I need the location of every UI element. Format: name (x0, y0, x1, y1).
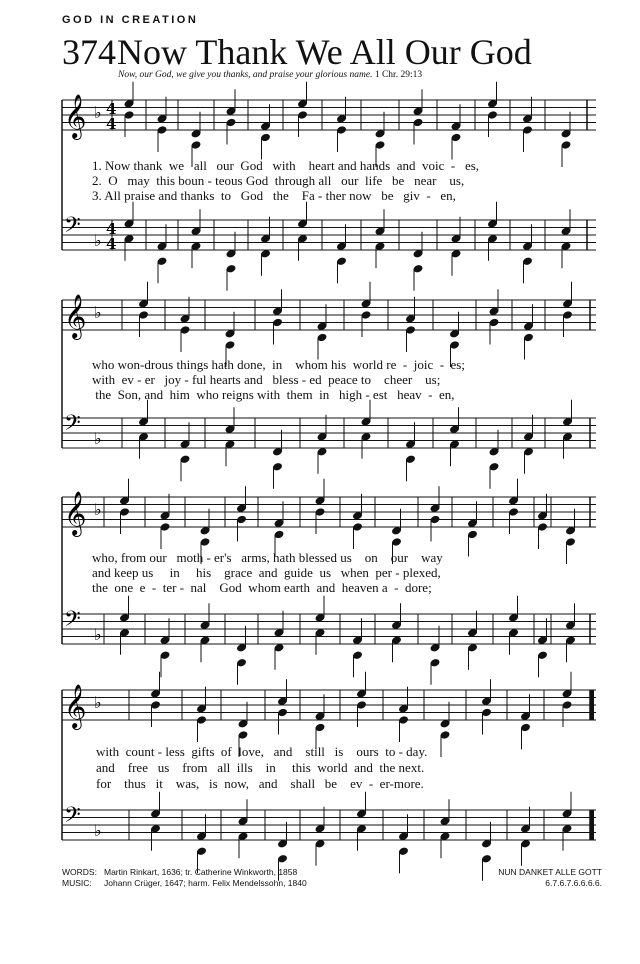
lyric-line: with count - less gifts of love, and still is ours to - day. (96, 744, 428, 759)
flat-icon: ♭ (94, 231, 102, 250)
tune-info (498, 867, 602, 889)
flat-icon: ♭ (94, 693, 102, 712)
music-label: MUSIC: (62, 878, 92, 888)
lyric-line: and free us from all ills in this world and the next. (96, 760, 425, 775)
flat-icon: ♭ (94, 429, 102, 448)
treble-clef-icon: 𝄞 (64, 94, 87, 138)
music-credit: Johann Crüger, 1647; harm. Felix Mendelssohn, 1840 (104, 878, 307, 888)
bass-clef-icon: 𝄢 (64, 607, 81, 637)
flat-icon: ♭ (94, 303, 102, 322)
treble-clef-icon: 𝄞 (64, 294, 87, 338)
words-label: WORDS: (62, 867, 97, 877)
lyric-line: 2. O may this boun - teous God through all our life be near us, (92, 173, 465, 188)
bass-staff (62, 803, 596, 840)
lyric-line: who won-drous things hath done, in whom his world re - joic - es; (92, 357, 465, 372)
flat-icon: ♭ (94, 821, 102, 840)
svg-text:4: 4 (106, 220, 117, 238)
epigraph-text: Now, our God, we give you thanks, and praise your glorious name. (118, 70, 373, 80)
flat-icon: ♭ (94, 500, 102, 519)
words-credit: Martin Rinkart, 1636; tr. Catherine Winkworth, 1858 (104, 867, 298, 877)
hymn-number: 374 (62, 32, 116, 72)
lyric-line: the one e - ter - nal God whom earth and heaven a - dore; (92, 580, 432, 595)
credits (62, 867, 307, 889)
lyric-line: for thus it was, is now, and shall be ev - er-more. (96, 776, 424, 791)
flat-icon: ♭ (94, 625, 102, 644)
treble-staff (62, 684, 596, 730)
bass-clef-icon: 𝄢 (64, 411, 81, 441)
lyric-line: and keep us in his grace and guide us when per - plexed, (92, 565, 441, 580)
svg-text:4: 4 (106, 115, 117, 133)
bass-clef-icon: 𝄢 (64, 803, 81, 833)
section-heading: GOD IN CREATION (62, 14, 199, 26)
hymn-title: Now Thank We All Our God (117, 32, 532, 72)
bass-clef-icon: 𝄢 (64, 213, 81, 243)
lyric-line: the Son, and him who reigns with them in high - est heav - en, (92, 387, 455, 402)
flat-icon: ♭ (94, 103, 102, 122)
tune-meter: 6.7.6.7.6.6.6.6. (545, 878, 602, 888)
lyric-line: 3. All praise and thanks to God the Fa - ther now be giv - en, (92, 188, 456, 203)
svg-text:4: 4 (106, 100, 117, 118)
lyric-line: with ev - er joy - ful hearts and bless - ed peace to cheer us; (92, 372, 441, 387)
epigraph-reference: 1 Chr. 29:13 (374, 70, 423, 80)
treble-clef-icon: 𝄞 (64, 491, 87, 535)
svg-text:4: 4 (106, 235, 117, 253)
lyric-line: who, from our moth - er's arms, hath blessed us on our way (92, 550, 443, 565)
treble-clef-icon: 𝄞 (64, 684, 87, 728)
tune-name: NUN DANKET ALLE GOTT (498, 867, 602, 877)
lyric-line: 1. Now thank we all our God with heart and hands and voic - es, (92, 158, 480, 173)
